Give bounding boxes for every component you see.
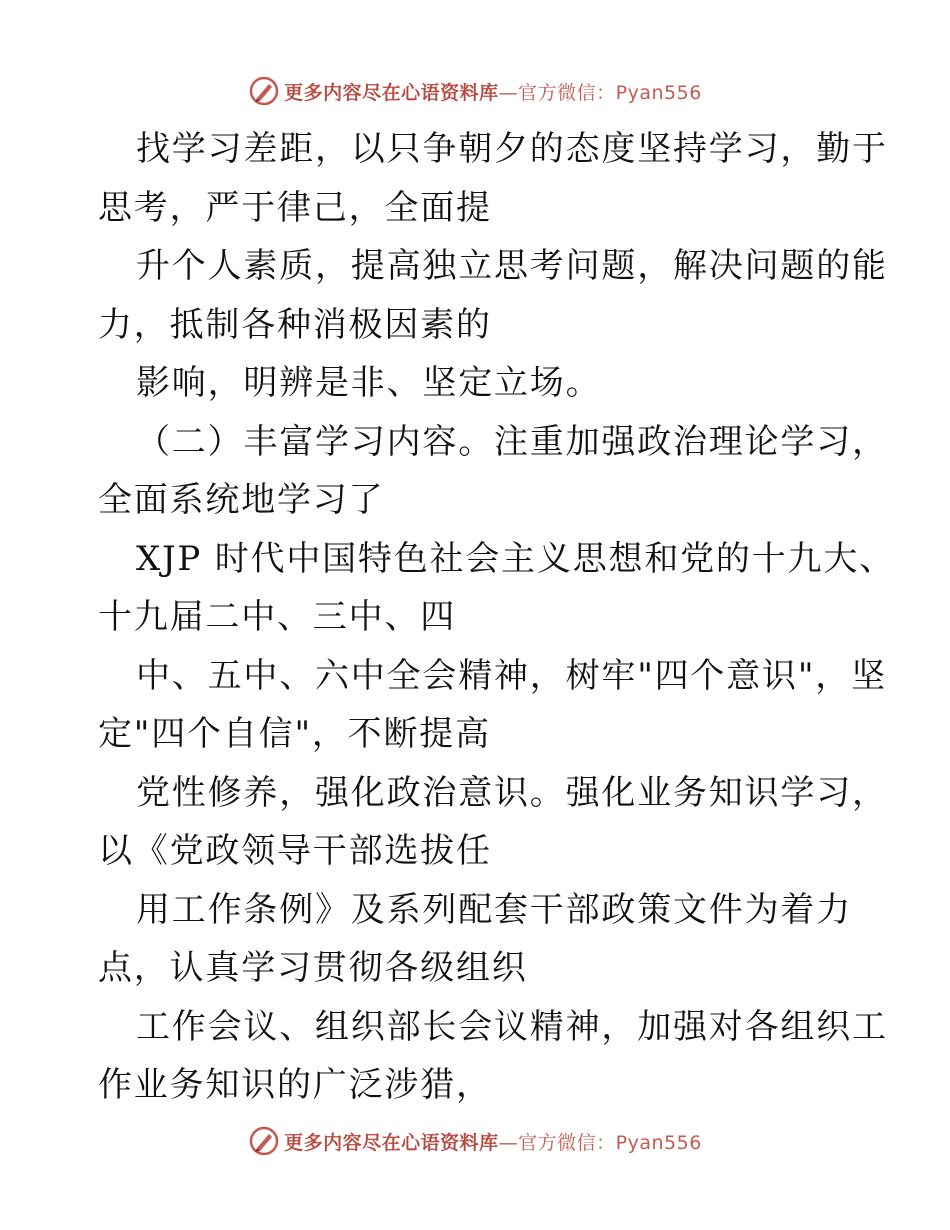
watermark-separator: — xyxy=(498,1131,519,1154)
text-line: 找学习差距，以只争朝夕的态度坚持学习，勤于 xyxy=(136,129,888,169)
text-line: 力，抵制各种消极因素的 xyxy=(98,304,492,345)
watermark-contact: 官方微信：Pyan556 xyxy=(518,1131,702,1154)
text-line: 升个人素质，提高独立思考问题，解决问题的能 xyxy=(136,246,888,286)
text-line: XJP 时代中国特色社会主义思想和党的十九大、 xyxy=(136,538,895,579)
watermark-brand: 更多内容尽在心语资料库 xyxy=(284,1131,499,1154)
watermark-brand: 更多内容尽在心语资料库 xyxy=(284,81,499,104)
text-line: 中、五中、六中全会精神，树牢"四个意识"，坚 xyxy=(136,655,887,696)
text-line: 全面系统地学习了 xyxy=(98,480,385,520)
header-watermark xyxy=(0,74,950,108)
watermark-text xyxy=(284,78,702,105)
document-body xyxy=(98,120,895,1115)
text-line: 用工作条例》及系列配套干部政策文件为着力 xyxy=(136,889,852,930)
watermark-contact: 官方微信：Pyan556 xyxy=(518,81,702,104)
watermark-separator: — xyxy=(498,81,519,104)
text-line: 思考，严于律己，全面提 xyxy=(98,187,492,228)
text-line: 作业务知识的广泛涉猎， xyxy=(98,1065,492,1105)
text-line: 工作会议、组织部长会议精神，加强对各组织工 xyxy=(136,1006,888,1047)
text-line: 点，认真学习贯彻各级组织 xyxy=(98,948,528,988)
text-line: 十九届二中、三中、四 xyxy=(98,597,456,637)
pen-nib-logo-icon xyxy=(248,75,280,107)
pen-nib-logo-icon xyxy=(248,1125,280,1157)
text-line: 以《党政领导干部选拔任 xyxy=(98,831,492,871)
text-line: （二）丰富学习内容。注重加强政治理论学习， xyxy=(136,421,888,462)
text-line: 党性修养，强化政治意识。强化业务知识学习， xyxy=(136,772,888,813)
text-line: 影响，明辨是非、坚定立场。 xyxy=(136,363,602,403)
text-line: 定"四个自信"，不断提高 xyxy=(98,714,491,754)
footer-watermark xyxy=(0,1124,950,1158)
watermark-text xyxy=(284,1128,702,1155)
